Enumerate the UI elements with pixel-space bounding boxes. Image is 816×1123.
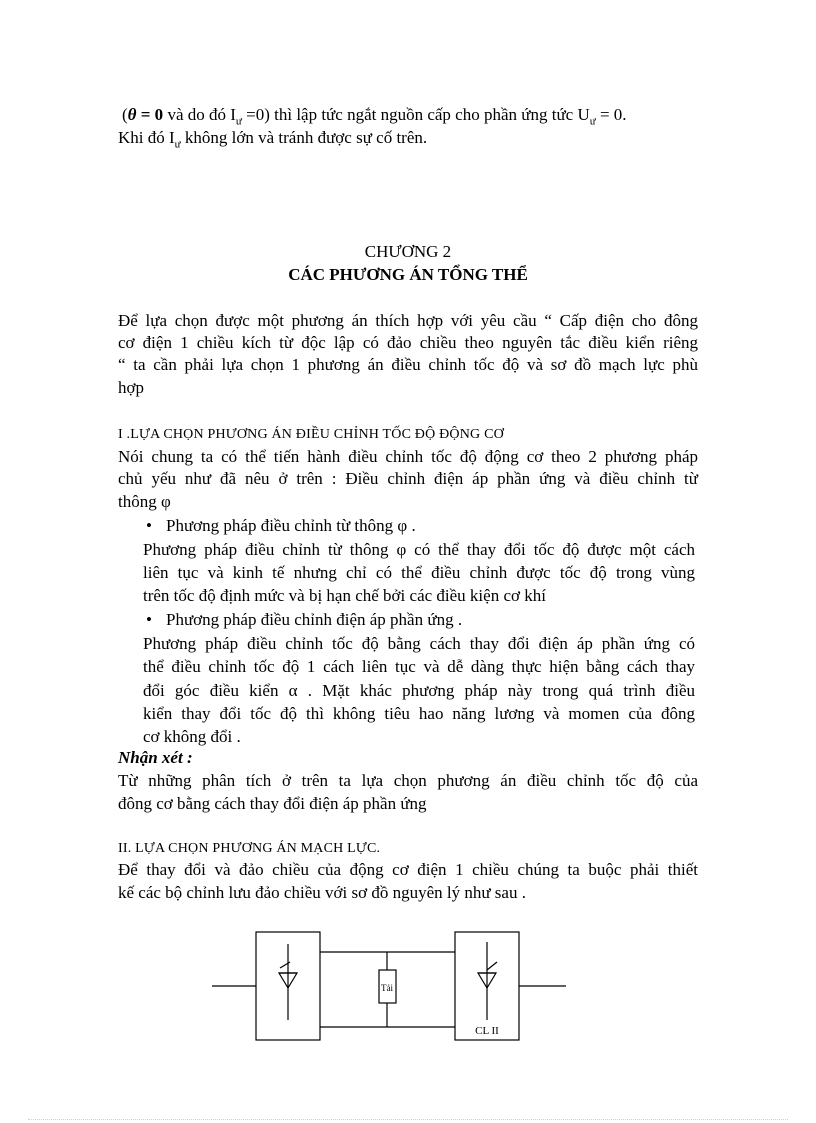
section2-line-2: kế các bộ chỉnh lưu đảo chiều với sơ đồ nguyên lý như sau . (118, 883, 526, 902)
remark-line-2: đông cơ bằng cách thay đổi điện áp phần ứng (118, 794, 427, 813)
bullet-item-1: • Phương pháp điều chỉnh từ thông φ . (146, 516, 416, 535)
page-bottom-divider (28, 1119, 788, 1120)
section1-line-1: Nói chung ta có thể tiến hành điều chỉnh tốc độ động cơ theo 2 phương pháp (118, 447, 698, 466)
bullet1-text-line-3: trên tốc độ định mức và bị hạn chế bởi các điều kiện cơ khí (143, 586, 546, 605)
intro-line-3: “ ta cần phải lựa chọn 1 phương án điều chỉnh tốc độ và sơ đồ mạch lực phù (118, 355, 698, 374)
section1-line-3: thông φ (118, 492, 171, 511)
top-fragment-line-2: Khi đó $I_ư$ không lớn và tránh được sự cố trên. (118, 128, 428, 151)
bullet2-text-line-2: thể điều chỉnh tốc độ 1 cách liên tục và dễ dàng thực hiện bằng cách thay (143, 657, 695, 676)
bullet2-text-line-5: cơ không đổi . (143, 727, 241, 746)
bullet-dot-icon: • (146, 516, 152, 535)
bullet1-text-line-2: liên tục và kinh tế nhưng chỉ có thể điều chỉnh được tốc độ trong vùng (143, 563, 695, 582)
right-thyristor-icon (478, 942, 497, 1020)
circuit-diagram (200, 920, 590, 1050)
bullet2-text-line-1: Phương pháp điều chỉnh tốc độ bằng cách thay đổi điện áp phần ứng có (143, 634, 695, 653)
bullet-item-2: • Phương pháp điều chỉnh điện áp phần ứng . (146, 610, 463, 629)
bullet2-text-line-3: đổi góc điều kiển α . Mặt khác phương pháp này trong quá trình điều (143, 681, 695, 700)
left-thyristor-icon (279, 944, 297, 1020)
top-fragment-line-1: (θ = 0 và do đó $I_ư =0$) thì lập tức ngắt nguồn cấp cho phần ứng tức $U_ư = 0$. (122, 105, 627, 128)
right-block-label: CL II (475, 1025, 499, 1037)
bullet2-text-line-4: kiển thay đổi tốc độ thì không tiêu hao năng lương và momen của đông (143, 704, 695, 723)
chapter-number: CHƯƠNG 2 (364, 242, 452, 261)
intro-line-2: cơ điện 1 chiều kích từ độc lập có đảo chiều theo nguyên tắc điều kiển riêng (118, 333, 698, 352)
intro-line-4: hợp (118, 378, 144, 397)
bullet1-text-line-1: Phương pháp điều chỉnh từ thông φ có thể thay đổi tốc độ được một cách (143, 540, 695, 559)
remark-line-1: Từ những phân tích ở trên ta lựa chọn phương án điều chỉnh tốc độ của (118, 771, 698, 790)
section2-heading: II. LỰA CHỌN PHƯƠNG ÁN MẠCH LỰC. (118, 841, 381, 856)
chapter-title: CÁC PHƯƠNG ÁN TỔNG THỂ (288, 265, 528, 284)
intro-line-1: Để lựa chọn được một phương án thích hợp với yêu cầu “ Cấp điện cho đông (118, 311, 698, 330)
section1-heading: I .LỰA CHỌN PHƯƠNG ÁN ĐIỀU CHỈNH TỐC ĐỘ ĐỘNG CƠ (118, 427, 504, 442)
bullet-dot-icon: • (146, 610, 152, 629)
section1-line-2: chủ yếu như đã nêu ở trên : Điều chỉnh điện áp phần ứng và điều chỉnh từ (118, 469, 698, 488)
load-label: Tải (381, 983, 393, 993)
remark-label: Nhận xét : (118, 748, 193, 767)
section2-line-1: Để thay đổi và đảo chiều của động cơ điện 1 chiều chúng ta buộc phải thiết (118, 860, 698, 879)
